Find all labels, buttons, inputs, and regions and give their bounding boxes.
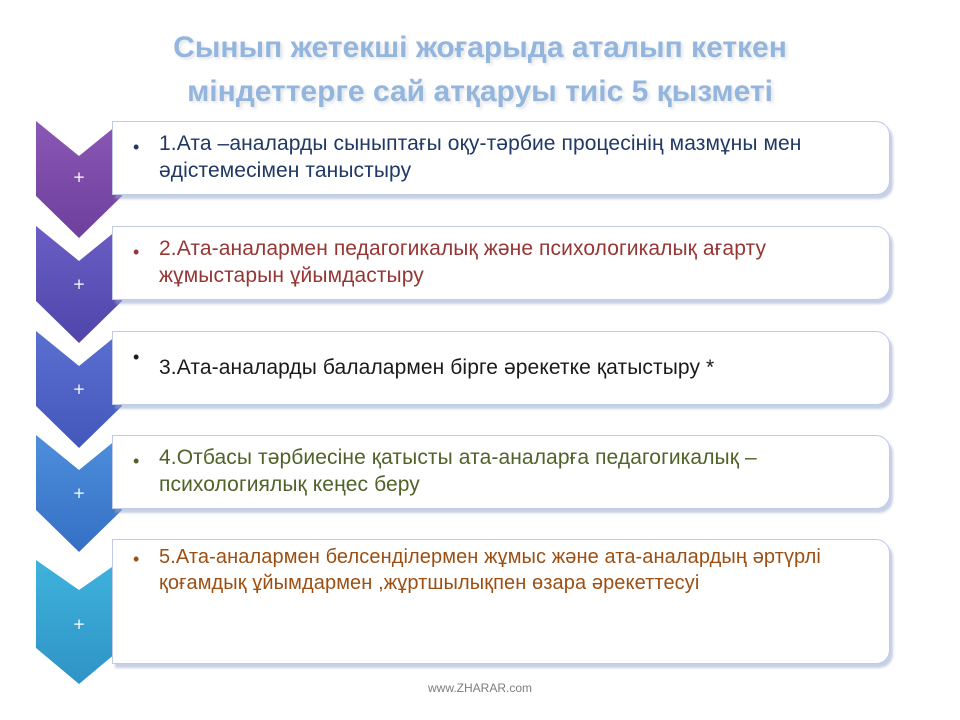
plus-marker-4: + xyxy=(72,484,86,502)
list-item-2-text: 2.Ата-аналармен педагогикалық және психологикалық ағарту жұмыстарын ұйымдастыру xyxy=(159,237,767,287)
chevron-arrow-1 xyxy=(36,121,122,238)
plus-marker-2: + xyxy=(72,275,86,293)
chevron-arrow-5 xyxy=(36,560,122,684)
bullet-1: • xyxy=(133,137,140,157)
list-item-5-text: 5.Ата-аналармен белсенділермен жұмыс және ата-аналардың әртүрлі қоғамдық ұйымдармен ,жұртшылықпен өзара әрекеттесуі xyxy=(159,546,821,594)
title-line-1: Сынып жетекші жоғарыда аталып кеткен xyxy=(173,31,787,64)
list-item-3-text: 3.Ата-аналарды балалармен бірге әрекетке қатыстыру * xyxy=(159,356,715,379)
title-line-2: міндеттерге сай атқаруы тиіс 5 қызметі xyxy=(187,75,773,108)
list-item-4-text: 4.Отбасы тәрбиесіне қатысты ата-аналарға педагогикалық –психологиялық кеңес беру xyxy=(159,446,757,496)
list-item-4 xyxy=(112,435,890,509)
chevron-arrow-2 xyxy=(36,226,122,343)
bullet-5: • xyxy=(133,549,140,569)
list-item-1-text: 1.Ата –аналарды сыныптағы оқу-тәрбие процесінің мазмұны мен әдістемесімен таныстыру xyxy=(159,132,802,182)
list-item-3 xyxy=(112,331,890,405)
slide-title xyxy=(80,26,880,114)
watermark: www.ZHARAR.com xyxy=(427,681,532,695)
list-item-5 xyxy=(112,539,890,664)
chevron-arrow-4 xyxy=(36,435,122,552)
bullet-2: • xyxy=(133,242,140,262)
plus-marker-5: + xyxy=(72,615,86,633)
list-item-2 xyxy=(112,226,890,300)
plus-marker-1: + xyxy=(72,168,86,186)
bullet-3: • xyxy=(133,347,140,367)
list-item-1 xyxy=(112,121,890,195)
chevron-arrow-3 xyxy=(36,331,122,448)
plus-marker-3: + xyxy=(72,380,86,398)
bullet-4: • xyxy=(133,451,140,471)
